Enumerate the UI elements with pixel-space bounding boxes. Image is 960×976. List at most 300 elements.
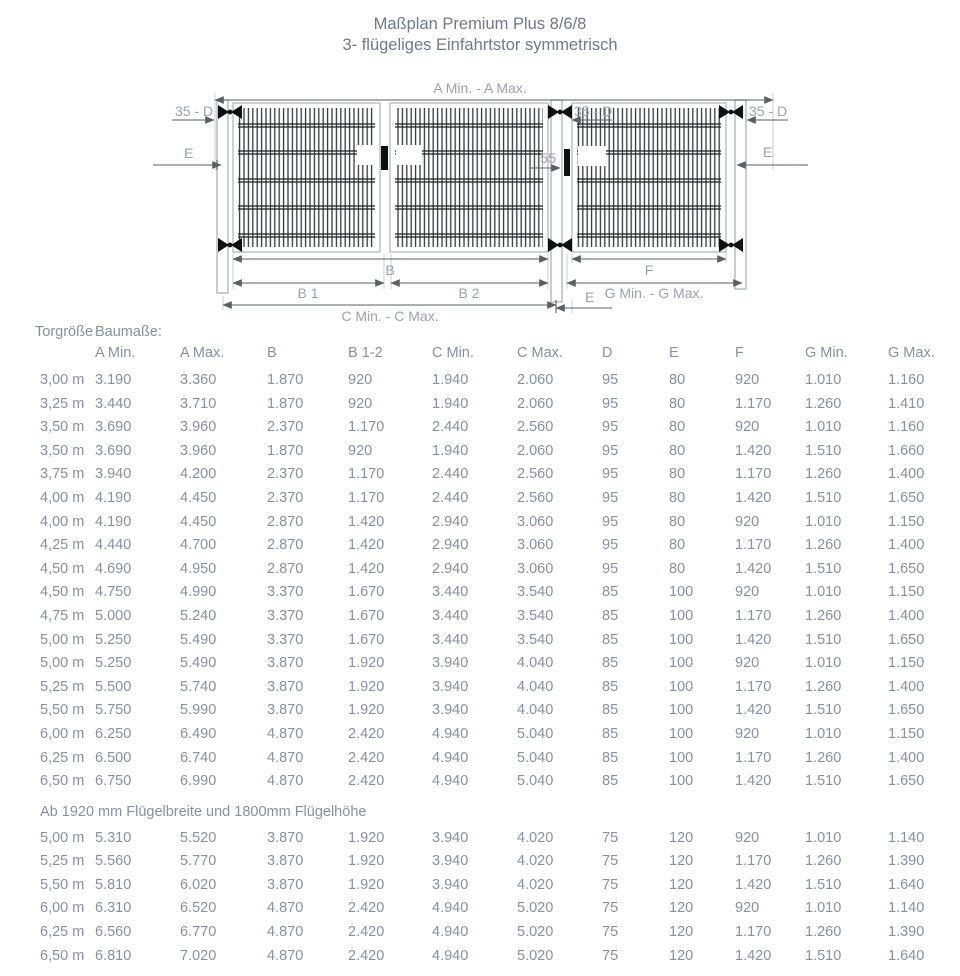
cell-torgroesse: 5,25 m bbox=[40, 853, 85, 870]
cell-g-min: 1.510 bbox=[805, 702, 842, 719]
dim-label-55: 55 bbox=[540, 150, 556, 166]
cell-g-min: 1.510 bbox=[805, 442, 842, 459]
cell-e: 120 bbox=[669, 829, 694, 846]
cell-b12: 1.670 bbox=[348, 607, 385, 624]
gate-wing-3 bbox=[572, 103, 726, 252]
cell-b: 2.370 bbox=[267, 419, 304, 436]
cell-a-min: 5.750 bbox=[95, 702, 132, 719]
cell-torgroesse: 5,50 m bbox=[40, 876, 85, 893]
cell-b: 3.370 bbox=[267, 631, 304, 648]
cell-b12: 1.420 bbox=[348, 560, 385, 577]
cell-c-max: 3.540 bbox=[517, 607, 554, 624]
cell-e: 100 bbox=[669, 725, 694, 742]
cell-g-max: 1.400 bbox=[888, 537, 925, 554]
cell-d: 95 bbox=[602, 560, 619, 577]
cell-b: 4.870 bbox=[267, 924, 304, 941]
cell-f: 920 bbox=[735, 584, 760, 601]
col-f: F bbox=[735, 345, 744, 361]
cell-a-max: 4.200 bbox=[180, 466, 217, 483]
cell-a-max: 4.990 bbox=[180, 584, 217, 601]
dim-label-a: A Min. - A Max. bbox=[433, 80, 527, 96]
dim-label-e-right: E bbox=[763, 144, 773, 160]
cell-b12: 1.670 bbox=[348, 584, 385, 601]
cell-b12: 1.920 bbox=[348, 702, 385, 719]
table-row bbox=[0, 393, 960, 417]
title-line1: Maßplan Premium Plus 8/6/8 bbox=[373, 15, 587, 33]
cell-torgroesse: 6,00 m bbox=[40, 900, 85, 917]
cell-e: 100 bbox=[669, 773, 694, 790]
table-row bbox=[0, 945, 960, 969]
cell-f: 1.170 bbox=[735, 853, 772, 870]
cell-a-max: 3.360 bbox=[180, 372, 217, 388]
cell-b: 1.870 bbox=[267, 442, 304, 459]
cell-b12: 920 bbox=[348, 395, 373, 412]
cell-b12: 2.420 bbox=[348, 749, 385, 766]
cell-b12: 1.920 bbox=[348, 678, 385, 695]
cell-torgroesse: 5,00 m bbox=[40, 829, 85, 846]
cell-d: 75 bbox=[602, 876, 619, 893]
col-b12: B 1-2 bbox=[348, 345, 383, 361]
cell-c-min: 4.940 bbox=[432, 773, 469, 790]
cell-b: 4.870 bbox=[267, 947, 304, 964]
cell-e: 120 bbox=[669, 947, 694, 964]
cell-d: 85 bbox=[602, 631, 619, 648]
cell-a-max: 4.450 bbox=[180, 489, 217, 506]
latch-icon bbox=[381, 146, 388, 170]
cell-e: 80 bbox=[669, 560, 686, 577]
cell-b: 4.870 bbox=[267, 900, 304, 917]
cell-f: 920 bbox=[735, 513, 760, 530]
dim-label-e-left: E bbox=[184, 145, 194, 161]
cell-a-min: 3.440 bbox=[95, 395, 132, 412]
cell-c-min: 2.940 bbox=[432, 560, 469, 577]
cell-b: 2.370 bbox=[267, 466, 304, 483]
cell-e: 80 bbox=[669, 537, 686, 554]
cell-a-max: 6.740 bbox=[180, 749, 217, 766]
cell-a-max: 7.020 bbox=[180, 947, 217, 964]
cell-d: 85 bbox=[602, 655, 619, 672]
cell-b: 4.870 bbox=[267, 749, 304, 766]
cell-g-max: 1.650 bbox=[888, 773, 925, 790]
cell-e: 80 bbox=[669, 395, 686, 412]
table-row bbox=[0, 440, 960, 464]
dim-label-e-bottom: E bbox=[585, 289, 595, 305]
cell-b12: 920 bbox=[348, 442, 373, 459]
cell-a-max: 5.520 bbox=[180, 829, 217, 846]
cell-f: 1.170 bbox=[735, 607, 772, 624]
cell-g-max: 1.400 bbox=[888, 678, 925, 695]
table-row bbox=[0, 463, 960, 487]
cell-a-min: 6.250 bbox=[95, 725, 132, 742]
dim-label-b2: B 2 bbox=[458, 285, 480, 301]
cell-a-max: 5.770 bbox=[180, 853, 217, 870]
cell-c-min: 1.940 bbox=[432, 442, 469, 459]
table-row bbox=[0, 827, 960, 851]
cell-c-max: 2.560 bbox=[517, 489, 554, 506]
left-post bbox=[217, 100, 228, 293]
cell-d: 75 bbox=[602, 829, 619, 846]
cell-torgroesse: 5,00 m bbox=[40, 655, 85, 672]
cell-b: 3.870 bbox=[267, 678, 304, 695]
cell-e: 100 bbox=[669, 631, 694, 648]
cell-d: 95 bbox=[602, 442, 619, 459]
cell-a-max: 6.490 bbox=[180, 725, 217, 742]
cell-c-min: 4.940 bbox=[432, 725, 469, 742]
col-g-min: G Min. bbox=[805, 345, 848, 361]
cell-c-min: 4.940 bbox=[432, 947, 469, 964]
cell-g-max: 1.660 bbox=[888, 442, 925, 459]
cell-c-min: 2.440 bbox=[432, 419, 469, 436]
table-row bbox=[0, 629, 960, 653]
col-g-max: G Max. bbox=[888, 345, 935, 361]
cell-e: 80 bbox=[669, 419, 686, 436]
cell-g-max: 1.400 bbox=[888, 749, 925, 766]
cell-a-max: 3.710 bbox=[180, 395, 217, 412]
right-post bbox=[735, 100, 746, 289]
cell-c-min: 2.440 bbox=[432, 466, 469, 483]
cell-e: 80 bbox=[669, 466, 686, 483]
cell-b12: 2.420 bbox=[348, 924, 385, 941]
cell-b12: 1.170 bbox=[348, 489, 385, 506]
gate-wing-1 bbox=[233, 103, 380, 252]
cell-b: 2.370 bbox=[267, 489, 304, 506]
table-row bbox=[0, 897, 960, 921]
cell-c-max: 2.560 bbox=[517, 419, 554, 436]
cell-g-max: 1.160 bbox=[888, 372, 925, 388]
cell-d: 85 bbox=[602, 749, 619, 766]
col-c-min: C Min. bbox=[432, 345, 474, 361]
dim-label-35d-left: 35 - D bbox=[175, 103, 214, 119]
cell-g-max: 1.150 bbox=[888, 655, 925, 672]
cell-a-max: 6.770 bbox=[180, 924, 217, 941]
cell-a-min: 5.310 bbox=[95, 829, 132, 846]
cell-d: 75 bbox=[602, 853, 619, 870]
table-row bbox=[0, 558, 960, 582]
cell-g-min: 1.260 bbox=[805, 924, 842, 941]
cell-torgroesse: 4,50 m bbox=[40, 584, 85, 601]
cell-c-max: 4.020 bbox=[517, 829, 554, 846]
cell-f: 1.420 bbox=[735, 442, 772, 459]
cell-c-max: 3.060 bbox=[517, 560, 554, 577]
table-row bbox=[0, 652, 960, 676]
dim-label-b: B bbox=[385, 262, 395, 278]
cell-f: 920 bbox=[735, 725, 760, 742]
cell-b: 3.370 bbox=[267, 584, 304, 601]
cell-g-max: 1.140 bbox=[888, 829, 925, 846]
table-row bbox=[0, 723, 960, 747]
table-row bbox=[0, 605, 960, 629]
cell-g-min: 1.010 bbox=[805, 725, 842, 742]
cell-e: 100 bbox=[669, 678, 694, 695]
table-row bbox=[0, 850, 960, 874]
cell-b12: 2.420 bbox=[348, 947, 385, 964]
cell-e: 120 bbox=[669, 876, 694, 893]
cell-c-min: 4.940 bbox=[432, 924, 469, 941]
cell-c-max: 3.060 bbox=[517, 537, 554, 554]
cell-a-min: 5.560 bbox=[95, 853, 132, 870]
table-row bbox=[0, 511, 960, 535]
table-group-header bbox=[0, 322, 960, 343]
cell-g-max: 1.390 bbox=[888, 924, 925, 941]
cell-g-max: 1.400 bbox=[888, 607, 925, 624]
cell-c-max: 5.040 bbox=[517, 773, 554, 790]
table-row bbox=[0, 699, 960, 723]
cell-a-max: 4.450 bbox=[180, 513, 217, 530]
cell-torgroesse: 6,25 m bbox=[40, 749, 85, 766]
cell-e: 100 bbox=[669, 655, 694, 672]
cell-b12: 1.170 bbox=[348, 419, 385, 436]
cell-a-min: 3.940 bbox=[95, 466, 132, 483]
dim-label-b1: B 1 bbox=[297, 285, 319, 301]
cell-g-max: 1.400 bbox=[888, 466, 925, 483]
cell-e: 120 bbox=[669, 924, 694, 941]
cell-a-min: 4.190 bbox=[95, 489, 132, 506]
cell-b12: 2.420 bbox=[348, 773, 385, 790]
cell-c-min: 3.440 bbox=[432, 607, 469, 624]
cell-b12: 1.170 bbox=[348, 466, 385, 483]
cell-f: 1.170 bbox=[735, 924, 772, 941]
cell-c-max: 3.540 bbox=[517, 584, 554, 601]
cell-a-max: 5.740 bbox=[180, 678, 217, 695]
cell-a-max: 6.020 bbox=[180, 876, 217, 893]
cell-f: 1.420 bbox=[735, 773, 772, 790]
cell-a-min: 5.250 bbox=[95, 631, 132, 648]
cell-d: 75 bbox=[602, 947, 619, 964]
cell-d: 95 bbox=[602, 513, 619, 530]
cell-a-max: 5.490 bbox=[180, 655, 217, 672]
cell-c-max: 3.540 bbox=[517, 631, 554, 648]
header-baumasse: Baumaße: bbox=[95, 324, 162, 340]
cell-torgroesse: 6,00 m bbox=[40, 725, 85, 742]
cell-b: 3.870 bbox=[267, 829, 304, 846]
cell-e: 120 bbox=[669, 853, 694, 870]
cell-d: 85 bbox=[602, 725, 619, 742]
cell-c-max: 4.020 bbox=[517, 853, 554, 870]
dim-label-f: F bbox=[644, 262, 654, 278]
cell-g-min: 1.510 bbox=[805, 560, 842, 577]
cell-torgroesse: 6,50 m bbox=[40, 947, 85, 964]
cell-f: 1.170 bbox=[735, 749, 772, 766]
cell-d: 85 bbox=[602, 584, 619, 601]
dim-label-c: C Min. - C Max. bbox=[341, 308, 439, 324]
cell-c-min: 2.440 bbox=[432, 489, 469, 506]
cell-b12: 1.920 bbox=[348, 853, 385, 870]
cell-b12: 1.420 bbox=[348, 537, 385, 554]
cell-e: 100 bbox=[669, 702, 694, 719]
cell-g-max: 1.390 bbox=[888, 853, 925, 870]
cell-d: 85 bbox=[602, 702, 619, 719]
table-row bbox=[0, 921, 960, 945]
cell-g-max: 1.160 bbox=[888, 419, 925, 436]
cell-d: 95 bbox=[602, 395, 619, 412]
cell-c-max: 2.560 bbox=[517, 466, 554, 483]
table-row bbox=[0, 581, 960, 605]
cell-a-min: 6.810 bbox=[95, 947, 132, 964]
cell-g-max: 1.150 bbox=[888, 725, 925, 742]
cell-a-max: 6.520 bbox=[180, 900, 217, 917]
cell-a-max: 5.990 bbox=[180, 702, 217, 719]
cell-c-min: 1.940 bbox=[432, 372, 469, 388]
cell-a-min: 4.750 bbox=[95, 584, 132, 601]
cell-d: 75 bbox=[602, 900, 619, 917]
cell-g-min: 1.260 bbox=[805, 678, 842, 695]
cell-a-max: 4.950 bbox=[180, 560, 217, 577]
cell-c-min: 3.940 bbox=[432, 829, 469, 846]
cell-torgroesse: 3,25 m bbox=[40, 395, 85, 412]
cell-g-min: 1.260 bbox=[805, 749, 842, 766]
cell-torgroesse: 3,00 m bbox=[40, 372, 85, 388]
cell-e: 80 bbox=[669, 372, 686, 388]
dim-label-35d-right: 35 - D bbox=[749, 103, 788, 119]
cell-f: 1.170 bbox=[735, 395, 772, 412]
cell-b12: 1.670 bbox=[348, 631, 385, 648]
cell-c-min: 3.940 bbox=[432, 853, 469, 870]
table-body-standard bbox=[0, 369, 960, 794]
cell-g-min: 1.010 bbox=[805, 584, 842, 601]
cell-a-min: 4.190 bbox=[95, 513, 132, 530]
cell-c-max: 5.020 bbox=[517, 924, 554, 941]
dim-label-g: G Min. - G Max. bbox=[604, 285, 704, 301]
cell-torgroesse: 5,25 m bbox=[40, 678, 85, 695]
cell-g-min: 1.510 bbox=[805, 947, 842, 964]
cell-f: 1.170 bbox=[735, 537, 772, 554]
cell-torgroesse: 6,50 m bbox=[40, 773, 85, 790]
cell-g-min: 1.510 bbox=[805, 631, 842, 648]
cell-d: 75 bbox=[602, 924, 619, 941]
cell-e: 100 bbox=[669, 607, 694, 624]
cell-g-max: 1.650 bbox=[888, 702, 925, 719]
cell-c-max: 4.020 bbox=[517, 876, 554, 893]
cell-f: 920 bbox=[735, 829, 760, 846]
cell-b: 3.370 bbox=[267, 607, 304, 624]
cell-torgroesse: 5,00 m bbox=[40, 631, 85, 648]
col-c-max: C Max. bbox=[517, 345, 563, 361]
cell-d: 95 bbox=[602, 419, 619, 436]
cell-f: 920 bbox=[735, 655, 760, 672]
title-line2: 3- flügeliges Einfahrtstor symmetrisch bbox=[342, 36, 618, 54]
cell-a-min: 4.440 bbox=[95, 537, 132, 554]
cell-c-max: 2.060 bbox=[517, 372, 554, 388]
cell-a-max: 3.960 bbox=[180, 419, 217, 436]
cell-c-max: 4.040 bbox=[517, 655, 554, 672]
cell-g-max: 1.650 bbox=[888, 631, 925, 648]
table-row bbox=[0, 534, 960, 558]
table-row bbox=[0, 770, 960, 794]
cell-f: 1.170 bbox=[735, 678, 772, 695]
cell-torgroesse: 3,50 m bbox=[40, 419, 85, 436]
cell-c-min: 2.940 bbox=[432, 513, 469, 530]
cell-g-max: 1.640 bbox=[888, 947, 925, 964]
cell-f: 1.420 bbox=[735, 947, 772, 964]
cell-g-min: 1.260 bbox=[805, 853, 842, 870]
cell-f: 920 bbox=[735, 419, 760, 436]
cell-f: 1.420 bbox=[735, 876, 772, 893]
cell-f: 1.420 bbox=[735, 702, 772, 719]
cell-c-max: 2.060 bbox=[517, 442, 554, 459]
cell-a-min: 5.250 bbox=[95, 655, 132, 672]
gate-diagram bbox=[0, 0, 960, 332]
table-row bbox=[0, 416, 960, 440]
cell-c-min: 3.940 bbox=[432, 876, 469, 893]
cell-a-min: 6.560 bbox=[95, 924, 132, 941]
cell-f: 1.420 bbox=[735, 631, 772, 648]
cell-f: 1.170 bbox=[735, 466, 772, 483]
cell-d: 95 bbox=[602, 489, 619, 506]
cell-g-max: 1.150 bbox=[888, 584, 925, 601]
cell-a-min: 4.690 bbox=[95, 560, 132, 577]
cell-g-min: 1.260 bbox=[805, 466, 842, 483]
cell-c-min: 3.940 bbox=[432, 655, 469, 672]
cell-g-min: 1.010 bbox=[805, 655, 842, 672]
cell-g-min: 1.510 bbox=[805, 489, 842, 506]
col-b: B bbox=[267, 345, 277, 361]
col-a-min: A Min. bbox=[95, 345, 136, 361]
cell-torgroesse: 4,00 m bbox=[40, 513, 85, 530]
cell-a-min: 3.190 bbox=[95, 372, 132, 388]
cell-e: 80 bbox=[669, 513, 686, 530]
cell-f: 1.420 bbox=[735, 489, 772, 506]
table-row bbox=[0, 676, 960, 700]
cell-g-min: 1.010 bbox=[805, 372, 842, 388]
gate-wing-2 bbox=[390, 103, 548, 252]
cell-b: 3.870 bbox=[267, 702, 304, 719]
cell-f: 920 bbox=[735, 900, 760, 917]
cell-f: 920 bbox=[735, 372, 760, 388]
cell-torgroesse: 5,50 m bbox=[40, 702, 85, 719]
cell-f: 1.420 bbox=[735, 560, 772, 577]
header-torgroesse: Torgröße bbox=[35, 324, 94, 340]
cell-g-max: 1.410 bbox=[888, 395, 925, 412]
cell-g-max: 1.650 bbox=[888, 489, 925, 506]
table-row bbox=[0, 487, 960, 511]
cell-c-max: 4.040 bbox=[517, 678, 554, 695]
cell-c-min: 2.940 bbox=[432, 537, 469, 554]
cell-g-min: 1.010 bbox=[805, 829, 842, 846]
cell-b: 2.870 bbox=[267, 560, 304, 577]
latch-icon bbox=[564, 149, 570, 176]
dimension-table bbox=[0, 322, 960, 968]
cell-torgroesse: 4,75 m bbox=[40, 607, 85, 624]
cell-b: 2.870 bbox=[267, 537, 304, 554]
cell-g-max: 1.150 bbox=[888, 513, 925, 530]
cell-a-max: 4.700 bbox=[180, 537, 217, 554]
cell-c-max: 2.060 bbox=[517, 395, 554, 412]
cell-a-min: 3.690 bbox=[95, 442, 132, 459]
cell-torgroesse: 4,25 m bbox=[40, 537, 85, 554]
cell-d: 95 bbox=[602, 537, 619, 554]
cell-e: 100 bbox=[669, 749, 694, 766]
cell-torgroesse: 4,00 m bbox=[40, 489, 85, 506]
cell-c-min: 1.940 bbox=[432, 395, 469, 412]
cell-b12: 1.920 bbox=[348, 876, 385, 893]
cell-g-min: 1.010 bbox=[805, 419, 842, 436]
table-row bbox=[0, 747, 960, 771]
cell-g-min: 1.510 bbox=[805, 773, 842, 790]
cell-a-max: 5.490 bbox=[180, 631, 217, 648]
cell-g-min: 1.010 bbox=[805, 513, 842, 530]
cell-b12: 1.920 bbox=[348, 829, 385, 846]
cell-c-min: 3.440 bbox=[432, 631, 469, 648]
cell-c-max: 5.040 bbox=[517, 725, 554, 742]
cell-c-max: 3.060 bbox=[517, 513, 554, 530]
cell-a-min: 6.310 bbox=[95, 900, 132, 917]
cell-b12: 2.420 bbox=[348, 900, 385, 917]
cell-torgroesse: 3,75 m bbox=[40, 466, 85, 483]
middle-post bbox=[551, 100, 562, 302]
cell-torgroesse: 3,50 m bbox=[40, 442, 85, 459]
cell-torgroesse: 4,50 m bbox=[40, 560, 85, 577]
cell-d: 85 bbox=[602, 678, 619, 695]
